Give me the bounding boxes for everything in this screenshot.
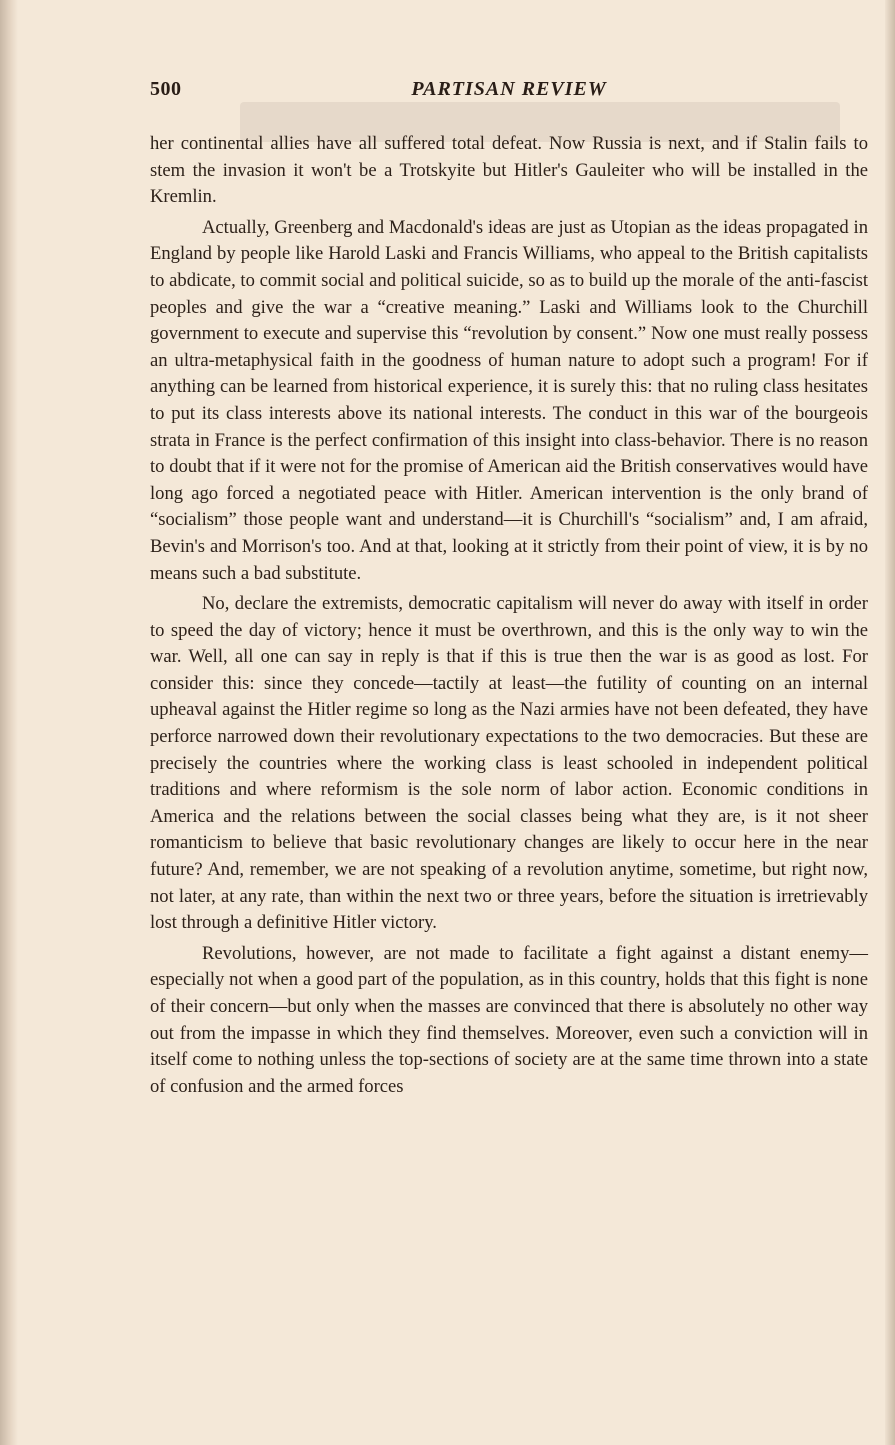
paragraph: Revolutions, however, are not made to facilitate a fight against a distant enemy—especially not when a good part of the population, as in this country, holds that this fight is none of their concern—but only when the masses are convinced that there is absolutely no other way out from the impasse in which they find themselves. Moreover, even such a conviction will in itself come to nothing unless the top-sections of society are at the same time thrown into a state of confusion and the armed forces (150, 942, 868, 1097)
page-gutter-shadow (0, 0, 18, 1445)
paragraph: No, declare the extremists, democratic capitalism will never do away with itself in order to speed the day of victory; hence it must be overthrown, and this is the only way to win the war. Well, all one can say in reply is that if this is true then the war is as good as lost. For consider this: since they concede—tactily at least—the futility of counting on an internal upheaval against the Hitler regime so long as the Nazi armies have not been defeated, they have perforce narrowed down their revolutionary expectations to the two democracies. But these are precisely the countries where the working class is least schooled in independent political traditions and where reformism is the sole norm of labor action. Economic conditions in America and the relations between the social classes being what they are, is it not sheer romanticism to believe that basic revolutionary changes are likely to occur here in the near future? And, remember, we are not speaking of a revolution anytime, sometime, but right now, not later, at any rate, than within the next two or three years, before the situation is irretrievably lost through a definitive Hitler victory. (150, 593, 868, 934)
running-head: PARTISAN REVIEW (411, 78, 607, 100)
paragraph: her continental allies have all suffered total defeat. Now Russia is next, and if Stalin fails to stem the invasion it won't be a Trotskyite but Hitler's Gauleiter who will be installed in the Kremlin. (150, 133, 868, 208)
page-number: 500 (150, 78, 182, 100)
article-body (150, 131, 868, 1104)
paragraph: Actually, Greenberg and Macdonald's ideas are just as Utopian as the ideas propagated in England by people like Harold Laski and Francis Williams, who appeal to the British capitalists to abdicate, to commit social and political suicide, so as to build up the morale of the anti-fascist peoples and give the war a “creative meaning.” Laski and Williams look to the Churchill government to execute and supervise this “revolution by consent.” Now one must really possess an ultra-metaphysical faith in the goodness of human nature to adopt such a program! For if anything can be learned from historical experience, it is surely this: that no ruling class hesitates to put its class interests above its national interests. The conduct in this war of the bourgeois strata in France is the perfect confirmation of this insight into class-behavior. There is no reason to doubt that if it were not for the promise of American aid the British conservatives would have long ago forced a negotiated peace with Hitler. American intervention is the only brand of “socialism” those people want and understand—it is Churchill's “socialism” and, I am afraid, Bevin's and Morrison's too. And at that, looking at it strictly from their point of view, it is by no means such a bad substitute. (150, 216, 868, 584)
page-edge-shadow (885, 0, 895, 1445)
page-header (150, 78, 868, 108)
